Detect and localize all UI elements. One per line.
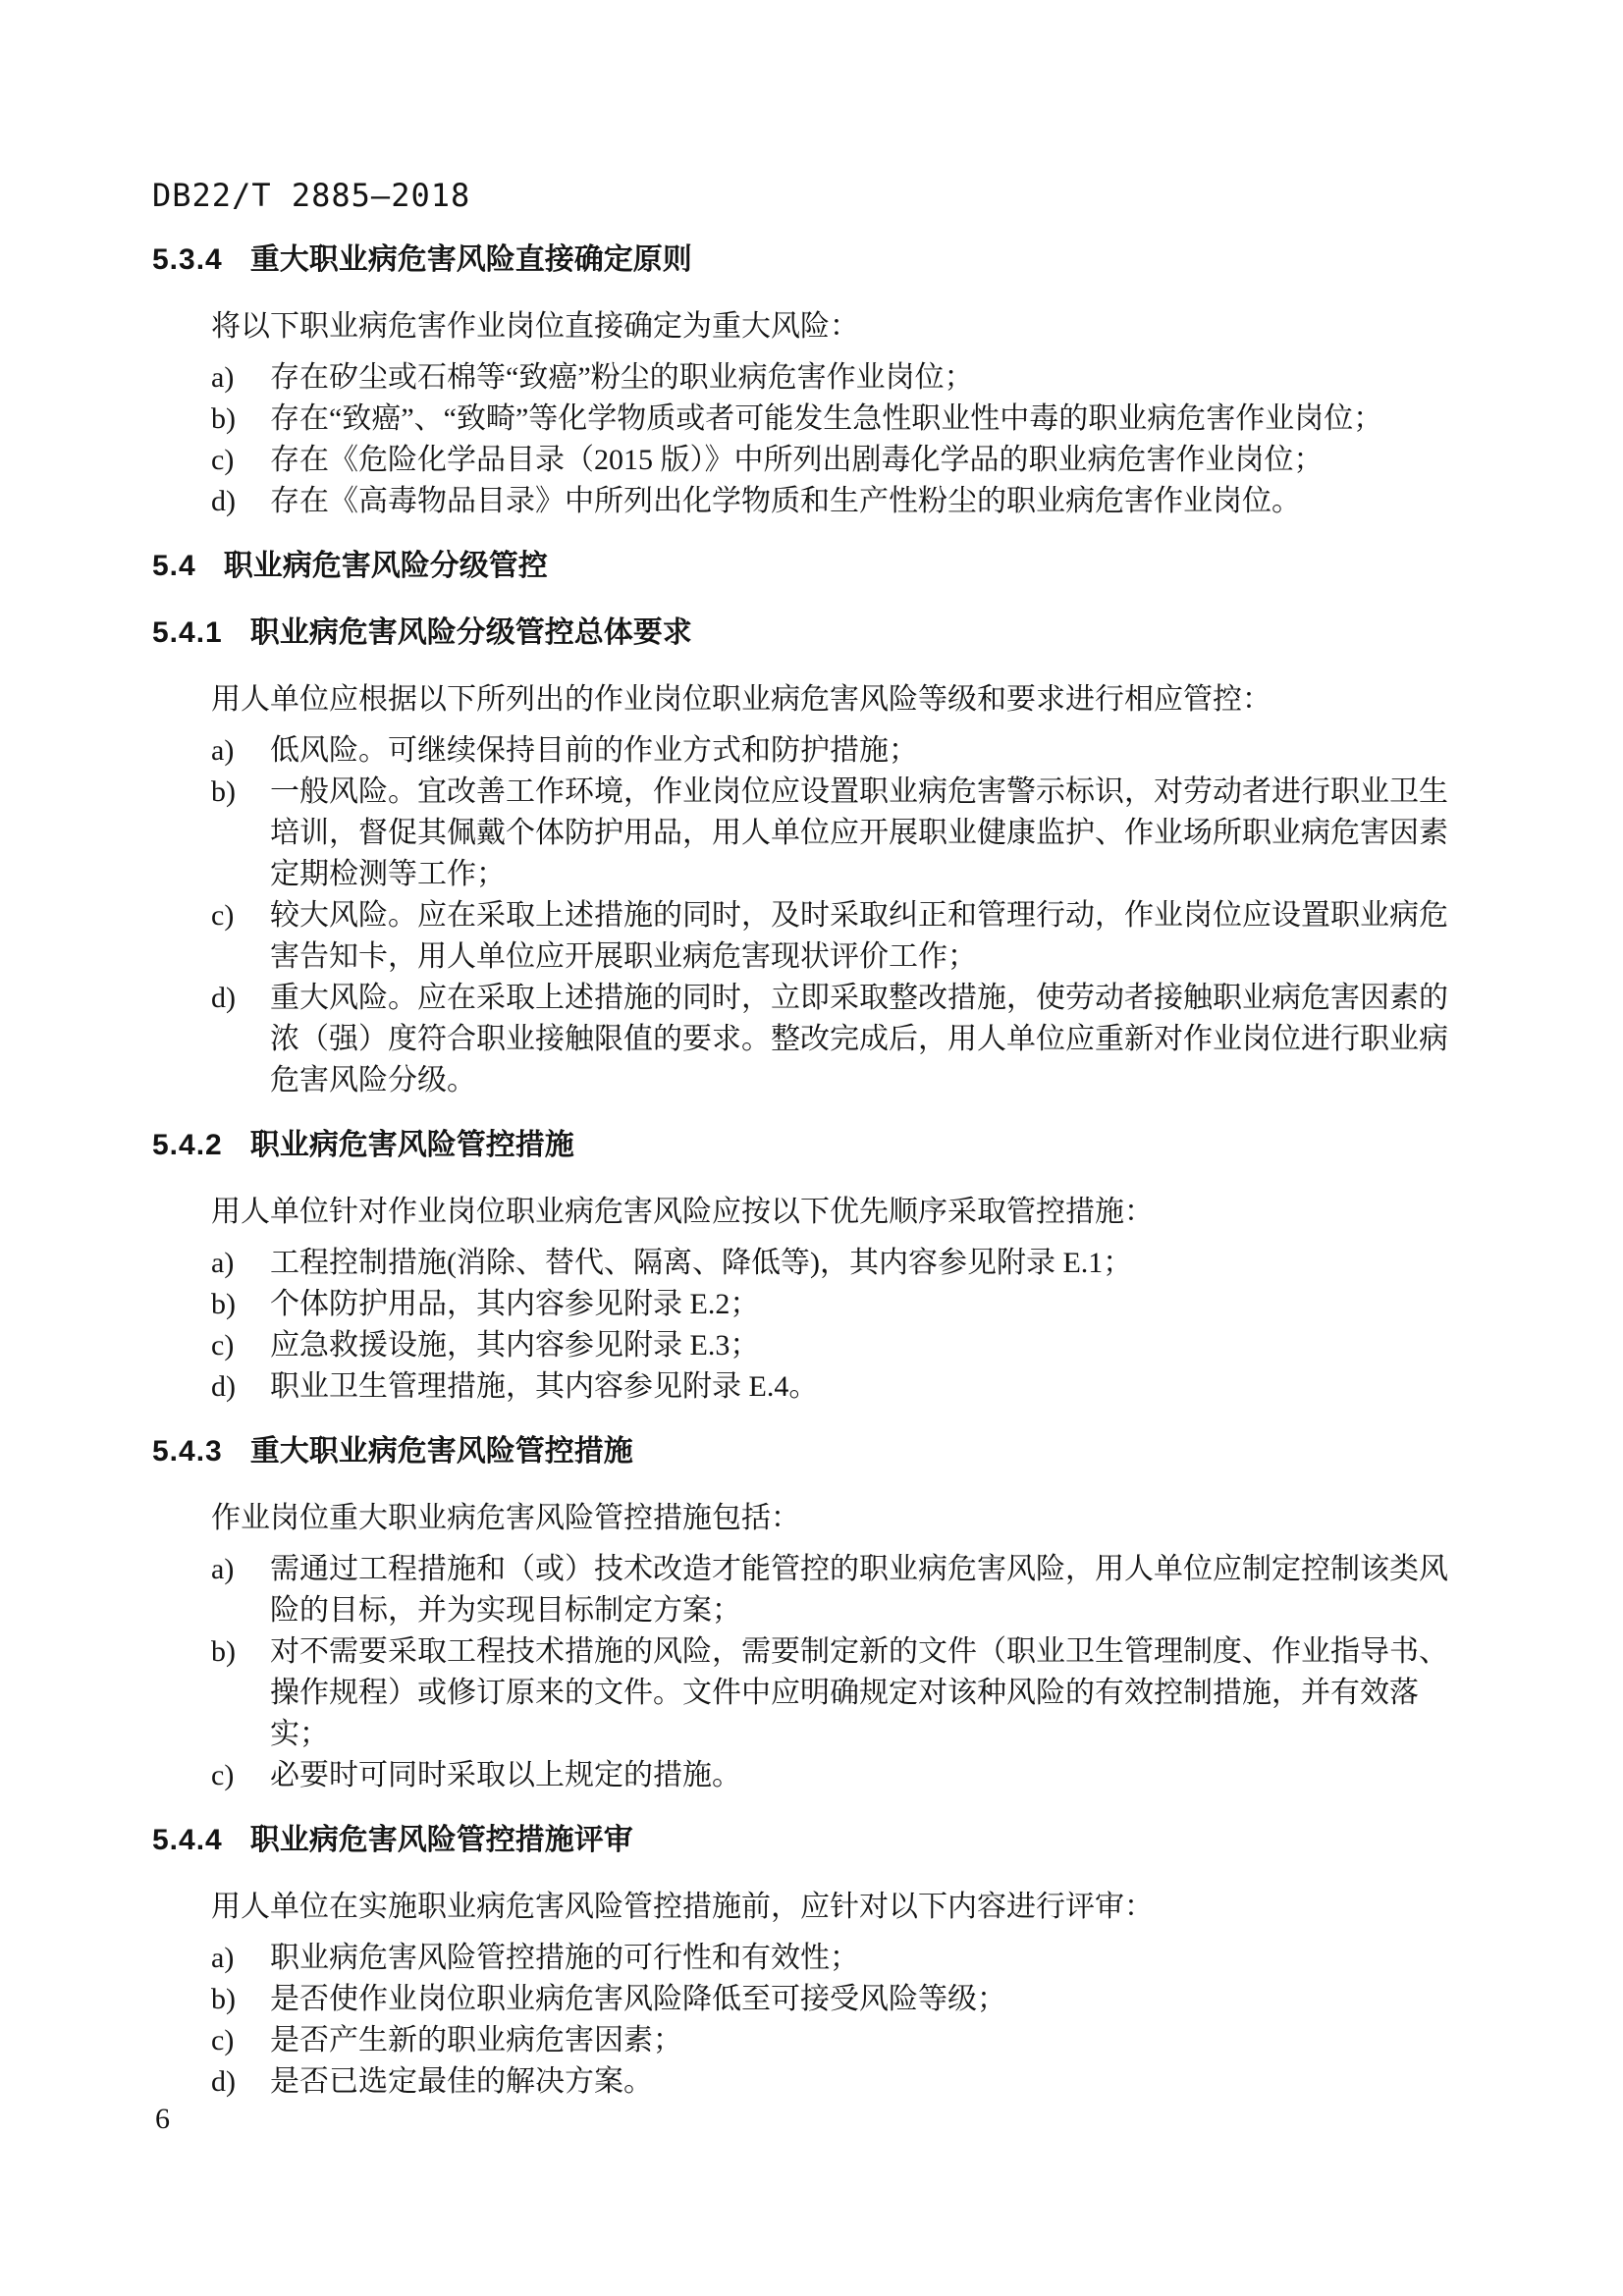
- item-label: a): [211, 1553, 235, 1585]
- clause-number: 5.4.2: [152, 1129, 223, 1161]
- list-item: [211, 1549, 1468, 1631]
- item-label: d): [211, 1370, 236, 1403]
- section-heading: [152, 1431, 1468, 1472]
- item-label: a): [211, 734, 235, 767]
- item-label: a): [211, 361, 235, 394]
- item-text: 对不需要采取工程技术措施的风险，需要制定新的文件（职业卫生管理制度、作业指导书、操作规程）或修订原来的文件。文件中应明确规定对该种风险的有效控制措施，并有效落实；: [270, 1635, 1448, 1750]
- item-text: 存在矽尘或石棉等“致癌”粉尘的职业病危害作业岗位；: [270, 361, 974, 394]
- item-label: b): [211, 402, 236, 435]
- section-heading: [152, 613, 1468, 654]
- clause-intro: 将以下职业病危害作业岗位直接确定为重大风险：: [211, 310, 859, 343]
- item-label: c): [211, 2024, 235, 2056]
- item-label: d): [211, 2065, 236, 2098]
- clause-intro: 作业岗位重大职业病危害风险管控措施包括：: [211, 1502, 800, 1534]
- section-heading: [152, 1820, 1468, 1861]
- section-heading: [152, 240, 1468, 281]
- clause-title: 职业病危害风险管控措施: [249, 1129, 574, 1161]
- item-label: c): [211, 1759, 235, 1791]
- item-text: 较大风险。应在采取上述措施的同时，及时采取纠正和管理行动，作业岗位应设置职业病危害告知卡，用人单位应开展职业病危害现状评价工作；: [270, 899, 1448, 973]
- clause-title: 职业病危害风险管控措施评审: [249, 1824, 633, 1856]
- list-item: [211, 2020, 1468, 2061]
- clause-number: 5.4.1: [152, 616, 223, 649]
- section-5-4: [152, 546, 1468, 587]
- clause-intro: 用人单位应根据以下所列出的作业岗位职业病危害风险等级和要求进行相应管控：: [211, 683, 1271, 716]
- clause-title: 重大职业病危害风险管控措施: [249, 1435, 633, 1468]
- item-label: c): [211, 1329, 235, 1362]
- list-item: [211, 1325, 1468, 1366]
- document-code-header: DB22/T 2885—2018: [152, 177, 471, 214]
- item-text: 存在《危险化学品目录（2015 版）》中所列出剧毒化学品的职业病危害作业岗位；: [270, 444, 1324, 476]
- item-text: 职业病危害风险管控措施的可行性和有效性；: [270, 1942, 859, 1974]
- list-item: [211, 1243, 1468, 1284]
- list-item: [211, 978, 1468, 1101]
- list-item: [211, 1979, 1468, 2020]
- item-text: 必要时可同时采取以上规定的措施。: [270, 1759, 741, 1791]
- list-item: [211, 1366, 1468, 1408]
- list-item: [211, 481, 1468, 522]
- section-5-4-4: [152, 1820, 1468, 2103]
- list-item: [211, 357, 1468, 399]
- section-5-4-2: [152, 1125, 1468, 1408]
- clause-title: 职业病危害风险分级管控: [223, 550, 548, 582]
- list-item: [211, 440, 1468, 481]
- list-item: [211, 772, 1468, 895]
- item-text: 应急救援设施，其内容参见附录 E.3；: [270, 1329, 760, 1362]
- clause-list: [152, 1938, 1468, 2103]
- list-item: [211, 1755, 1468, 1796]
- item-label: b): [211, 1288, 236, 1320]
- list-item: [211, 895, 1468, 978]
- clause-title: 重大职业病危害风险直接确定原则: [249, 243, 692, 276]
- item-label: d): [211, 982, 236, 1014]
- item-label: c): [211, 444, 235, 476]
- clause-number: 5.3.4: [152, 243, 223, 276]
- item-label: c): [211, 899, 235, 932]
- item-label: b): [211, 1983, 236, 2015]
- clause-list: [152, 730, 1468, 1101]
- item-text: 个体防护用品，其内容参见附录 E.2；: [270, 1288, 760, 1320]
- clause-list: [152, 357, 1468, 522]
- item-text: 工程控制措施(消除、替代、隔离、降低等)，其内容参见附录 E.1；: [270, 1247, 1133, 1279]
- item-text: 职业卫生管理措施，其内容参见附录 E.4。: [270, 1370, 819, 1403]
- section-heading: [152, 1125, 1468, 1166]
- clause-list: [152, 1243, 1468, 1408]
- list-item: [211, 2061, 1468, 2103]
- list-item: [211, 730, 1468, 772]
- item-text: 是否产生新的职业病危害因素；: [270, 2024, 682, 2056]
- item-text: 需通过工程措施和（或）技术改造才能管控的职业病危害风险，用人单位应制定控制该类风险的目标，并为实现目标制定方案；: [270, 1553, 1448, 1627]
- item-label: a): [211, 1942, 235, 1974]
- clause-list: [152, 1549, 1468, 1796]
- list-item: [211, 1284, 1468, 1325]
- clause-number: 5.4.4: [152, 1824, 223, 1856]
- clause-intro: 用人单位在实施职业病危害风险管控措施前，应针对以下内容进行评审：: [211, 1891, 1154, 1923]
- section-5-4-3: [152, 1431, 1468, 1796]
- section-5-3-4: [152, 240, 1468, 522]
- item-text: 低风险。可继续保持目前的作业方式和防护措施；: [270, 734, 918, 767]
- clause-intro: 用人单位针对作业岗位职业病危害风险应按以下优先顺序采取管控措施：: [211, 1196, 1154, 1228]
- item-label: b): [211, 775, 236, 808]
- item-label: d): [211, 485, 236, 517]
- item-text: 是否使作业岗位职业病危害风险降低至可接受风险等级；: [270, 1983, 1006, 2015]
- item-text: 存在“致癌”、“致畸”等化学物质或者可能发生急性职业性中毒的职业病危害作业岗位；: [270, 402, 1383, 435]
- item-text: 存在《高毒物品目录》中所列出化学物质和生产性粉尘的职业病危害作业岗位。: [270, 485, 1301, 517]
- list-item: [211, 1631, 1468, 1755]
- item-label: a): [211, 1247, 235, 1279]
- page-number: 6: [155, 2103, 170, 2135]
- item-text: 是否已选定最佳的解决方案。: [270, 2065, 653, 2098]
- section-heading: [152, 546, 1468, 587]
- clause-number: 5.4.3: [152, 1435, 223, 1468]
- section-5-4-1: [152, 613, 1468, 1101]
- item-text: 重大风险。应在采取上述措施的同时，立即采取整改措施，使劳动者接触职业病危害因素的浓（强）度符合职业接触限值的要求。整改完成后，用人单位应重新对作业岗位进行职业病危害风险分级。: [270, 982, 1448, 1096]
- item-label: b): [211, 1635, 236, 1668]
- list-item: [211, 399, 1468, 440]
- item-text: 一般风险。宜改善工作环境，作业岗位应设置职业病危害警示标识，对劳动者进行职业卫生培训，督促其佩戴个体防护用品，用人单位应开展职业健康监护、作业场所职业病危害因素定期检测等工作；: [270, 775, 1448, 890]
- clause-title: 职业病危害风险分级管控总体要求: [249, 616, 692, 649]
- list-item: [211, 1938, 1468, 1979]
- clause-number: 5.4: [152, 550, 196, 582]
